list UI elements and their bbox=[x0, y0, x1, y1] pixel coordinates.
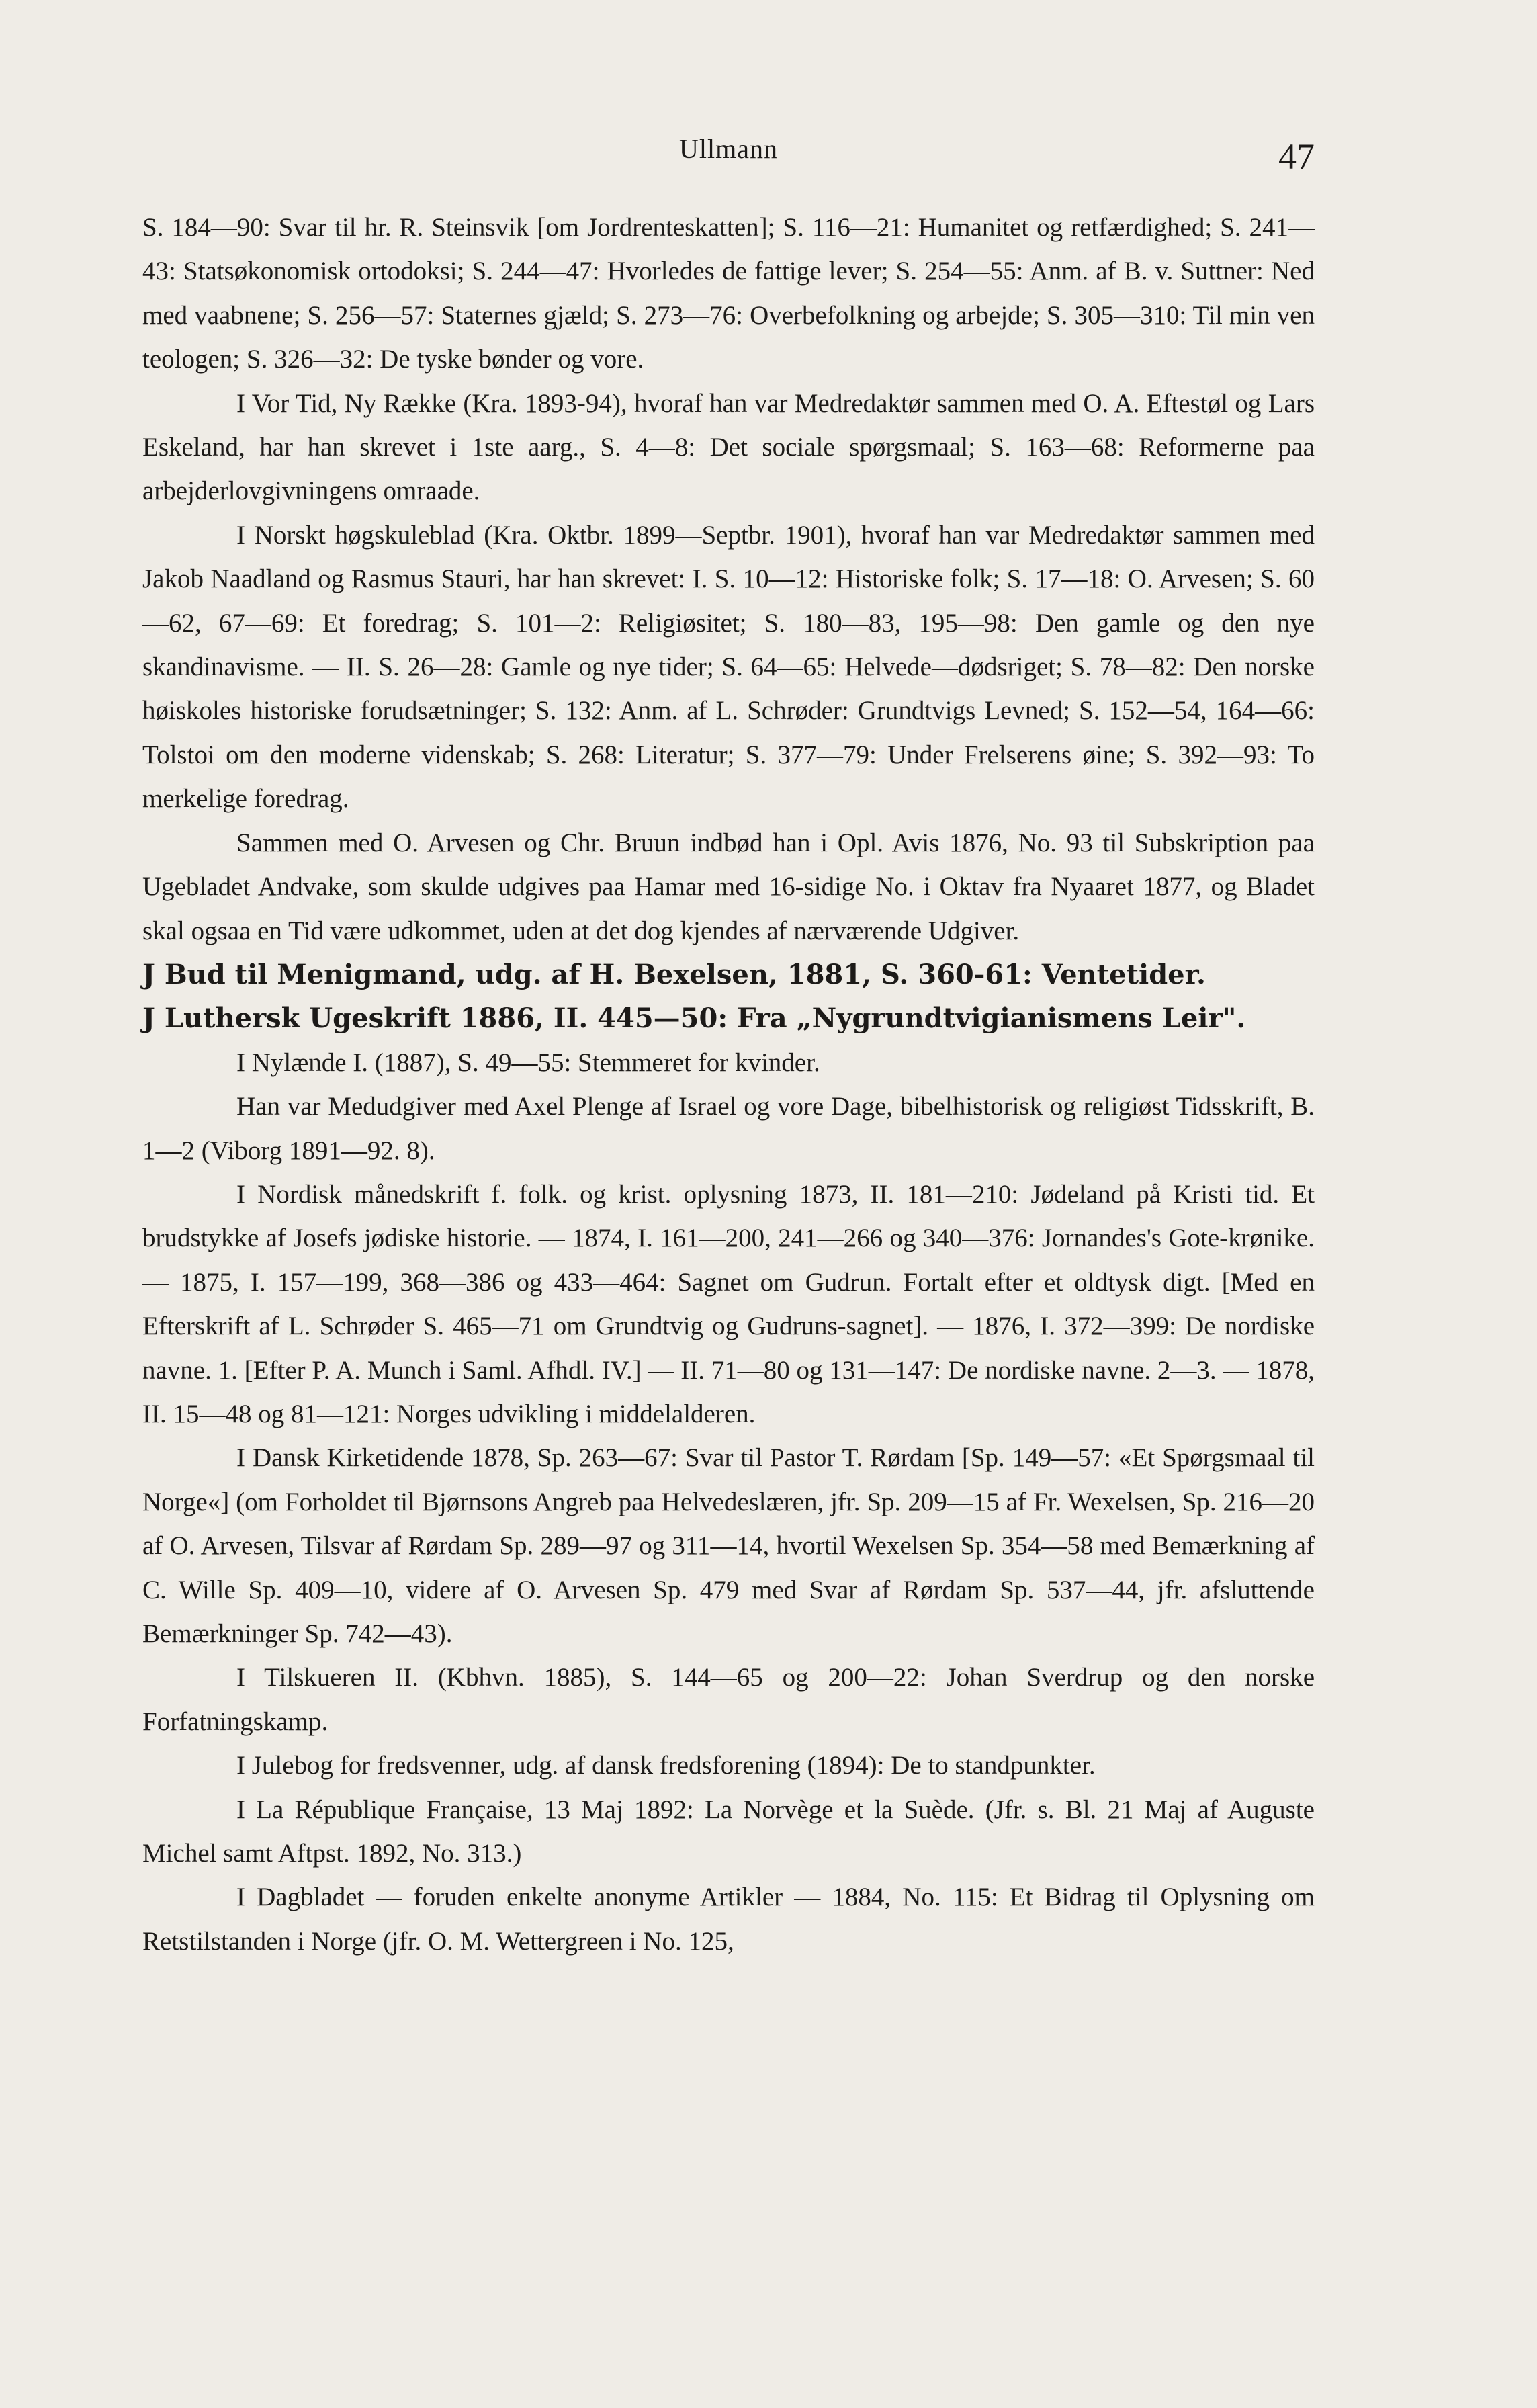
paragraph-andvake: Sammen med O. Arvesen og Chr. Bruun indbød han i Opl. Avis 1876, No. 93 til Subskription paa Ugebladet Andvake, som skulde udgives paa Hamar med 16-sidige No. i Oktav fra Nyaaret 1877, og Bladet skal ogsaa en Tid være udkommet, uden at det dog kjendes af nærværende Udgiver. bbox=[142, 828, 1315, 945]
paragraph-dagbladet: I Dagbladet — foruden enkelte anonyme Artikler — 1884, No. 115: Et Bidrag til Oplysning om Retstilstanden i Norge (jfr. O. M. Wettergreen i No. 125, bbox=[142, 1883, 1315, 1956]
paragraph-bud-til-menigmand: J Bud til Menigmand, udg. af H. Bexelsen, 1881, S. 360-61: Ventetider. bbox=[142, 958, 1206, 990]
page-number: 47 bbox=[1278, 136, 1315, 177]
paragraph-luthersk-ugeskrift: J Luthersk Ugeskrift 1886, II. 445—50: Fra „Nygrundtvigianismens Leir". bbox=[142, 1002, 1246, 1035]
paragraph-steinsvik-list: S. 184—90: Svar til hr. R. Steinsvik [om Jordrenteskatten]; S. 116—21: Humanitet og retfærdighed; S. 241—43: Statsøkonomisk ortodoksi; S. 244—47: Hvorledes de fattige lever; S. 254—55: Anm. af B. v. Suttner: Ned med vaabnene; S. 256—57: Staternes gjæld; S. 273—76: Overbefolkning og arbejde; S. 305—310: Til min ven teologen; S. 326—32: De tyske bønder og vore. bbox=[142, 213, 1315, 374]
paragraph-vor-tid: I Vor Tid, Ny Række (Kra. 1893-94), hvoraf han var Medredaktør sammen med O. A. Eftestøl og Lars Eskeland, har han skrevet i 1ste aarg., S. 4—8: Det sociale spørgsmaal; S. 163—68: Reformerne paa arbejderlovgivningens omraade. bbox=[142, 388, 1315, 506]
running-head: Ullmann bbox=[679, 134, 778, 164]
paragraph-nordisk-maanedskrift: I Nordisk månedskrift f. folk. og krist. oplysning 1873, II. 181—210: Jødeland på Kristi tid. Et brudstykke af Josefs jødiske historie. — 1874, I. 161—200, 241—266 og 340—376: Jornandes's Gote-krønike. — 1875, I. 157—199, 368—386 og 433—464: Sagnet om Gudrun. Fortalt efter et oldtysk digt. [Med en Efterskrift af L. Schrøder S. 465—71 om Grundtvig og Gudruns-sagnet]. — 1876, I. 372—399: De nordiske navne. 1. [Efter P. A. Munch i Saml. Afhdl. IV.] — II. 71—80 og 131—147: De nordiske navne. 2—3. — 1878, II. 15—48 og 81—121: Norges udvikling i middelalderen. bbox=[142, 1179, 1315, 1428]
paragraph-dansk-kirketidende: I Dansk Kirketidende 1878, Sp. 263—67: Svar til Pastor T. Rørdam [Sp. 149—57: «Et Spørgsmaal til Norge«] (om Forholdet til Bjørnsons Angreb paa Helvedeslæren, jfr. Sp. 209—15 af Fr. Wexelsen, Sp. 216—20 af O. Arvesen, Tilsvar af Rørdam Sp. 289—97 og 311—14, hvortil Wexelsen Sp. 354—58 med Bemærkning af C. Wille Sp. 409—10, videre af O. Arvesen Sp. 479 med Svar af Rørdam Sp. 537—44, jfr. afsluttende Bemærkninger Sp. 742—43). bbox=[142, 1443, 1315, 1648]
page-header bbox=[142, 128, 1315, 181]
paragraph-julebog: I Julebog for fredsvenner, udg. af dansk fredsforening (1894): De to standpunkter. bbox=[236, 1751, 1096, 1780]
body-text bbox=[142, 206, 1315, 1963]
paragraph-tilskueren: I Tilskueren II. (Kbhvn. 1885), S. 144—65 og 200—22: Johan Sverdrup og den norske Forfatningskamp. bbox=[142, 1663, 1315, 1736]
paragraph-israel-og-vore-dage: Han var Medudgiver med Axel Plenge af Israel og vore Dage, bibelhistorisk og religiøst Tidsskrift, B. 1—2 (Viborg 1891—92. 8). bbox=[142, 1092, 1315, 1165]
paragraph-norskt-hogskuleblad: I Norskt høgskuleblad (Kra. Oktbr. 1899—Septbr. 1901), hvoraf han var Medredaktør sammen med Jakob Naadland og Rasmus Stauri, har han skrevet: I. S. 10—12: Historiske folk; S. 17—18: O. Arvesen; S. 60—62, 67—69: Et foredrag; S. 101—2: Religiøsitet; S. 180—83, 195—98: Den gamle og den nye skandinavisme. — II. S. 26—28: Gamle og nye tider; S. 64—65: Helvede—dødsriget; S. 78—82: Den norske høiskoles historiske forudsætninger; S. 132: Anm. af L. Schrøder: Grundtvigs Levned; S. 152—54, 164—66: Tolstoi om den moderne videnskab; S. 268: Literatur; S. 377—79: Under Frelserens øine; S. 392—93: To merkelige foredrag. bbox=[142, 520, 1315, 814]
paragraph-nylaende: I Nylænde I. (1887), S. 49—55: Stemmeret for kvinder. bbox=[236, 1047, 820, 1077]
paragraph-la-republique: I La République Française, 13 Maj 1892: La Norvège et la Suède. (Jfr. s. Bl. 21 Maj af Auguste Michel samt Aftpst. 1892, No. 313.) bbox=[142, 1795, 1315, 1868]
